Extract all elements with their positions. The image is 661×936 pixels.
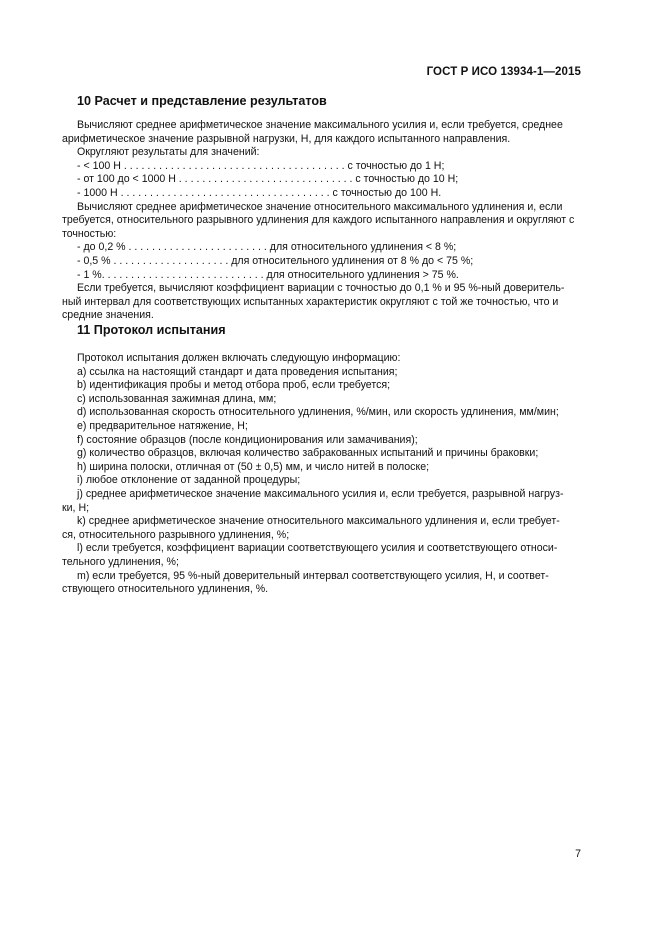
list-item: b) идентификация пробы и метод отбора проб, если требуется; xyxy=(77,379,391,392)
rounding-force-line: - < 100 Н . . . . . . . . . . . . . . . . . . . . . . . . . . . . . . . . . . . . . . с точностью до 1 Н; xyxy=(77,159,445,172)
page-number: 7 xyxy=(575,848,581,860)
list-item: d) использованная скорость относительного удлинения, %/мин, или скорость удлинения, мм/мин; xyxy=(77,406,559,419)
rounding-elong-line: - 0,5 % . . . . . . . . . . . . . . . . . . . . для относительного удлинения от 8 % до < 75 %; xyxy=(77,254,474,267)
paragraph-line: точностью: xyxy=(62,227,117,240)
paragraph-line: Если требуется, вычисляют коэффициент вариации с точностью до 0,1 % и 95 %-ный доверитель- xyxy=(77,282,565,295)
list-item: j) среднее арифметическое значение максимального усилия и, если требуется, разрывной нагруз- xyxy=(77,487,564,500)
paragraph-line: арифметическое значение разрывной нагрузки, Н, для каждого испытанного направления. xyxy=(62,132,511,145)
paragraph-line: требуется, относительного разрывного удлинения для каждого испытанного направления и округляют с xyxy=(62,214,575,227)
rounding-elong-line: - до 0,2 % . . . . . . . . . . . . . . . . . . . . . . . . для относительного удлинения < 8 %; xyxy=(77,241,457,254)
list-item: l) если требуется, коэффициент вариации соответствующего усилия и соответствующего относи- xyxy=(77,542,558,555)
rounding-force-line: - от 100 до < 1000 Н . . . . . . . . . . . . . . . . . . . . . . . . . . . . . . с точностью до 10 Н; xyxy=(77,173,459,186)
rounding-force-line: - 1000 Н . . . . . . . . . . . . . . . . . . . . . . . . . . . . . . . . . . . . с точностью до 100 Н. xyxy=(77,186,442,199)
list-item-continuation: ся, относительного разрывного удлинения, %; xyxy=(62,528,290,541)
paragraph-line: Вычисляют среднее арифметическое значение максимального усилия и, если требуется, среднее xyxy=(77,119,563,131)
list-item: i) любое отклонение от заданной процедуры; xyxy=(77,474,301,487)
list-item-continuation: тельного удлинения, %; xyxy=(62,555,179,568)
list-item-continuation: ки, Н; xyxy=(62,501,90,514)
section-10-title: 10 Расчет и представление результатов xyxy=(77,94,327,108)
list-item: m) если требуется, 95 %-ный доверительный интервал соответствующего усилия, Н, и соответ- xyxy=(77,569,549,582)
paragraph-line: Вычисляют среднее арифметическое значение относительного максимального удлинения и, если xyxy=(77,200,563,213)
section-11 xyxy=(62,322,585,597)
list-item: а) ссылка на настоящий стандарт и дата проведения испытания; xyxy=(77,365,398,378)
paragraph-line: ный интервал для соответствующих испытанных характеристик округляют с той же точностью, что и xyxy=(62,295,559,308)
paragraph-line: средние значения. xyxy=(62,309,154,322)
section-10 xyxy=(62,93,585,323)
list-item: f) состояние образцов (после кондиционирования или замачивания); xyxy=(77,433,418,446)
paragraph-line: Округляют результаты для значений: xyxy=(77,146,260,159)
paragraph-line: Протокол испытания должен включать следующую информацию: xyxy=(77,352,401,364)
standard-header: ГОСТ Р ИСО 13934-1—2015 xyxy=(426,66,581,78)
section-11-title: 11 Протокол испытания xyxy=(77,323,226,337)
list-item: g) количество образцов, включая количество забракованных испытаний и причины браковки; xyxy=(77,447,539,460)
list-item: k) среднее арифметическое значение относительного максимального удлинения и, если требует- xyxy=(77,515,560,528)
rounding-elong-line: - 1 %. . . . . . . . . . . . . . . . . . . . . . . . . . . . для относительного удлинения > 75 %. xyxy=(77,268,459,281)
list-item: e) предварительное натяжение, Н; xyxy=(77,419,248,432)
list-item: c) использованная зажимная длина, мм; xyxy=(77,392,277,405)
list-item: h) ширина полоски, отличная от (50 ± 0,5) мм, и число нитей в полоске; xyxy=(77,460,430,473)
list-item-continuation: ствующего относительного удлинения, %. xyxy=(62,583,269,596)
